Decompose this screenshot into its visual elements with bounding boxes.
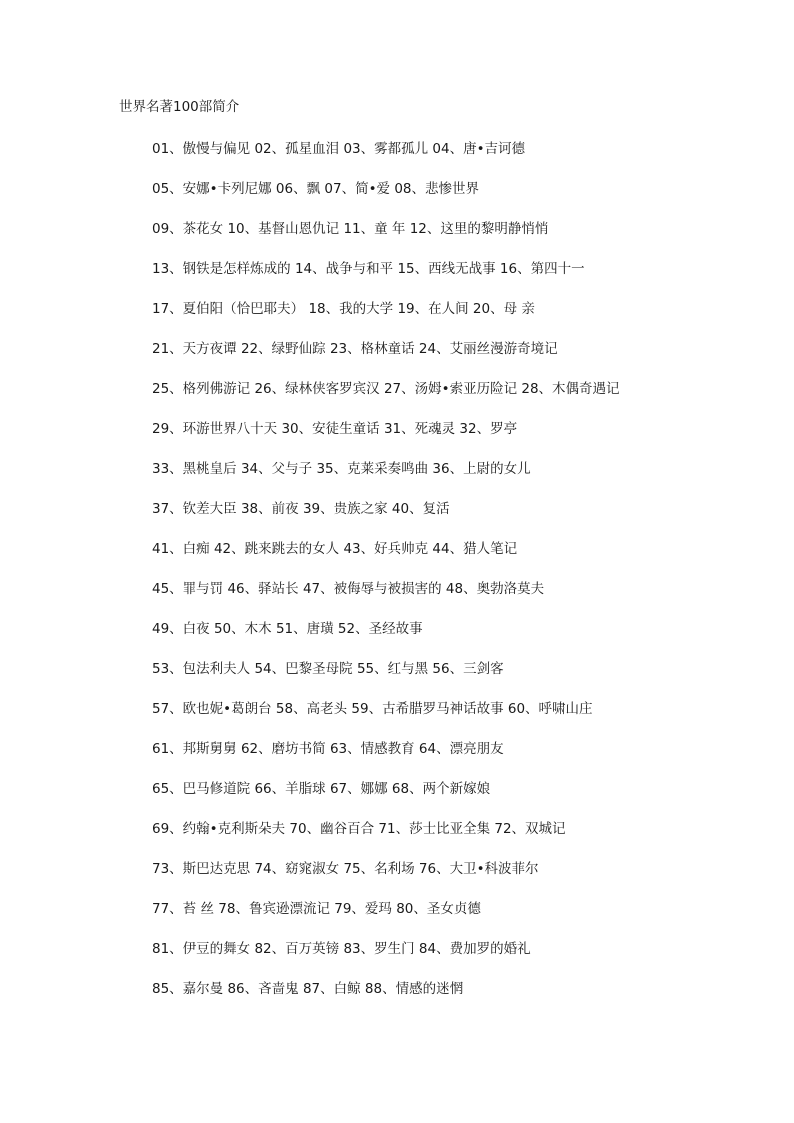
list-item: 69、约翰•克利斯朵夫 70、幽谷百合 71、莎士比亚全集 72、双城记: [152, 821, 566, 837]
list-item: 77、苔 丝 78、鲁宾逊漂流记 79、爱玛 80、圣女贞德: [152, 901, 481, 917]
list-item: 25、格列佛游记 26、绿林侠客罗宾汉 27、汤姆•索亚历险记 28、木偶奇遇记: [152, 381, 620, 397]
list-item: 49、白夜 50、木木 51、唐璜 52、圣经故事: [152, 621, 423, 637]
document-title: 世界名著100部简介: [119, 99, 240, 115]
list-item: 85、嘉尔曼 86、吝啬鬼 87、白鲸 88、情感的迷惘: [152, 981, 464, 997]
list-item: 13、钢铁是怎样炼成的 14、战争与和平 15、西线无战事 16、第四十一: [152, 261, 585, 277]
list-item: 29、环游世界八十天 30、安徒生童话 31、死魂灵 32、罗亭: [152, 421, 518, 437]
list-item: 09、茶花女 10、基督山恩仇记 11、童 年 12、这里的黎明静悄悄: [152, 221, 549, 237]
list-item: 73、斯巴达克思 74、窈窕淑女 75、名利场 76、大卫•科波菲尔: [152, 861, 539, 877]
list-item: 65、巴马修道院 66、羊脂球 67、娜娜 68、两个新嫁娘: [152, 781, 491, 797]
list-item: 81、伊豆的舞女 82、百万英镑 83、罗生门 84、费加罗的婚礼: [152, 941, 531, 957]
list-item: 05、安娜•卡列尼娜 06、飘 07、简•爱 08、悲惨世界: [152, 181, 480, 197]
list-item: 17、夏伯阳（恰巴耶夫） 18、我的大学 19、在人间 20、母 亲: [152, 301, 535, 317]
list-item: 01、傲慢与偏见 02、孤星血泪 03、雾都孤儿 04、唐•吉诃德: [152, 141, 526, 157]
list-item: 57、欧也妮•葛朗台 58、高老头 59、古希腊罗马神话故事 60、呼啸山庄: [152, 701, 593, 717]
list-item: 21、天方夜谭 22、绿野仙踪 23、格林童话 24、艾丽丝漫游奇境记: [152, 341, 558, 357]
list-item: 45、罪与罚 46、驿站长 47、被侮辱与被损害的 48、奥勃洛莫夫: [152, 581, 545, 597]
list-item: 53、包法利夫人 54、巴黎圣母院 55、红与黑 56、三剑客: [152, 661, 504, 677]
book-list: [152, 139, 620, 1019]
list-item: 33、黑桃皇后 34、父与子 35、克莱采奏鸣曲 36、上尉的女儿: [152, 461, 531, 477]
list-item: 37、钦差大臣 38、前夜 39、贵族之家 40、复活: [152, 501, 450, 517]
list-item: 61、邦斯舅舅 62、磨坊书简 63、情感教育 64、漂亮朋友: [152, 741, 504, 757]
list-item: 41、白痴 42、跳来跳去的女人 43、好兵帅克 44、猎人笔记: [152, 541, 518, 557]
